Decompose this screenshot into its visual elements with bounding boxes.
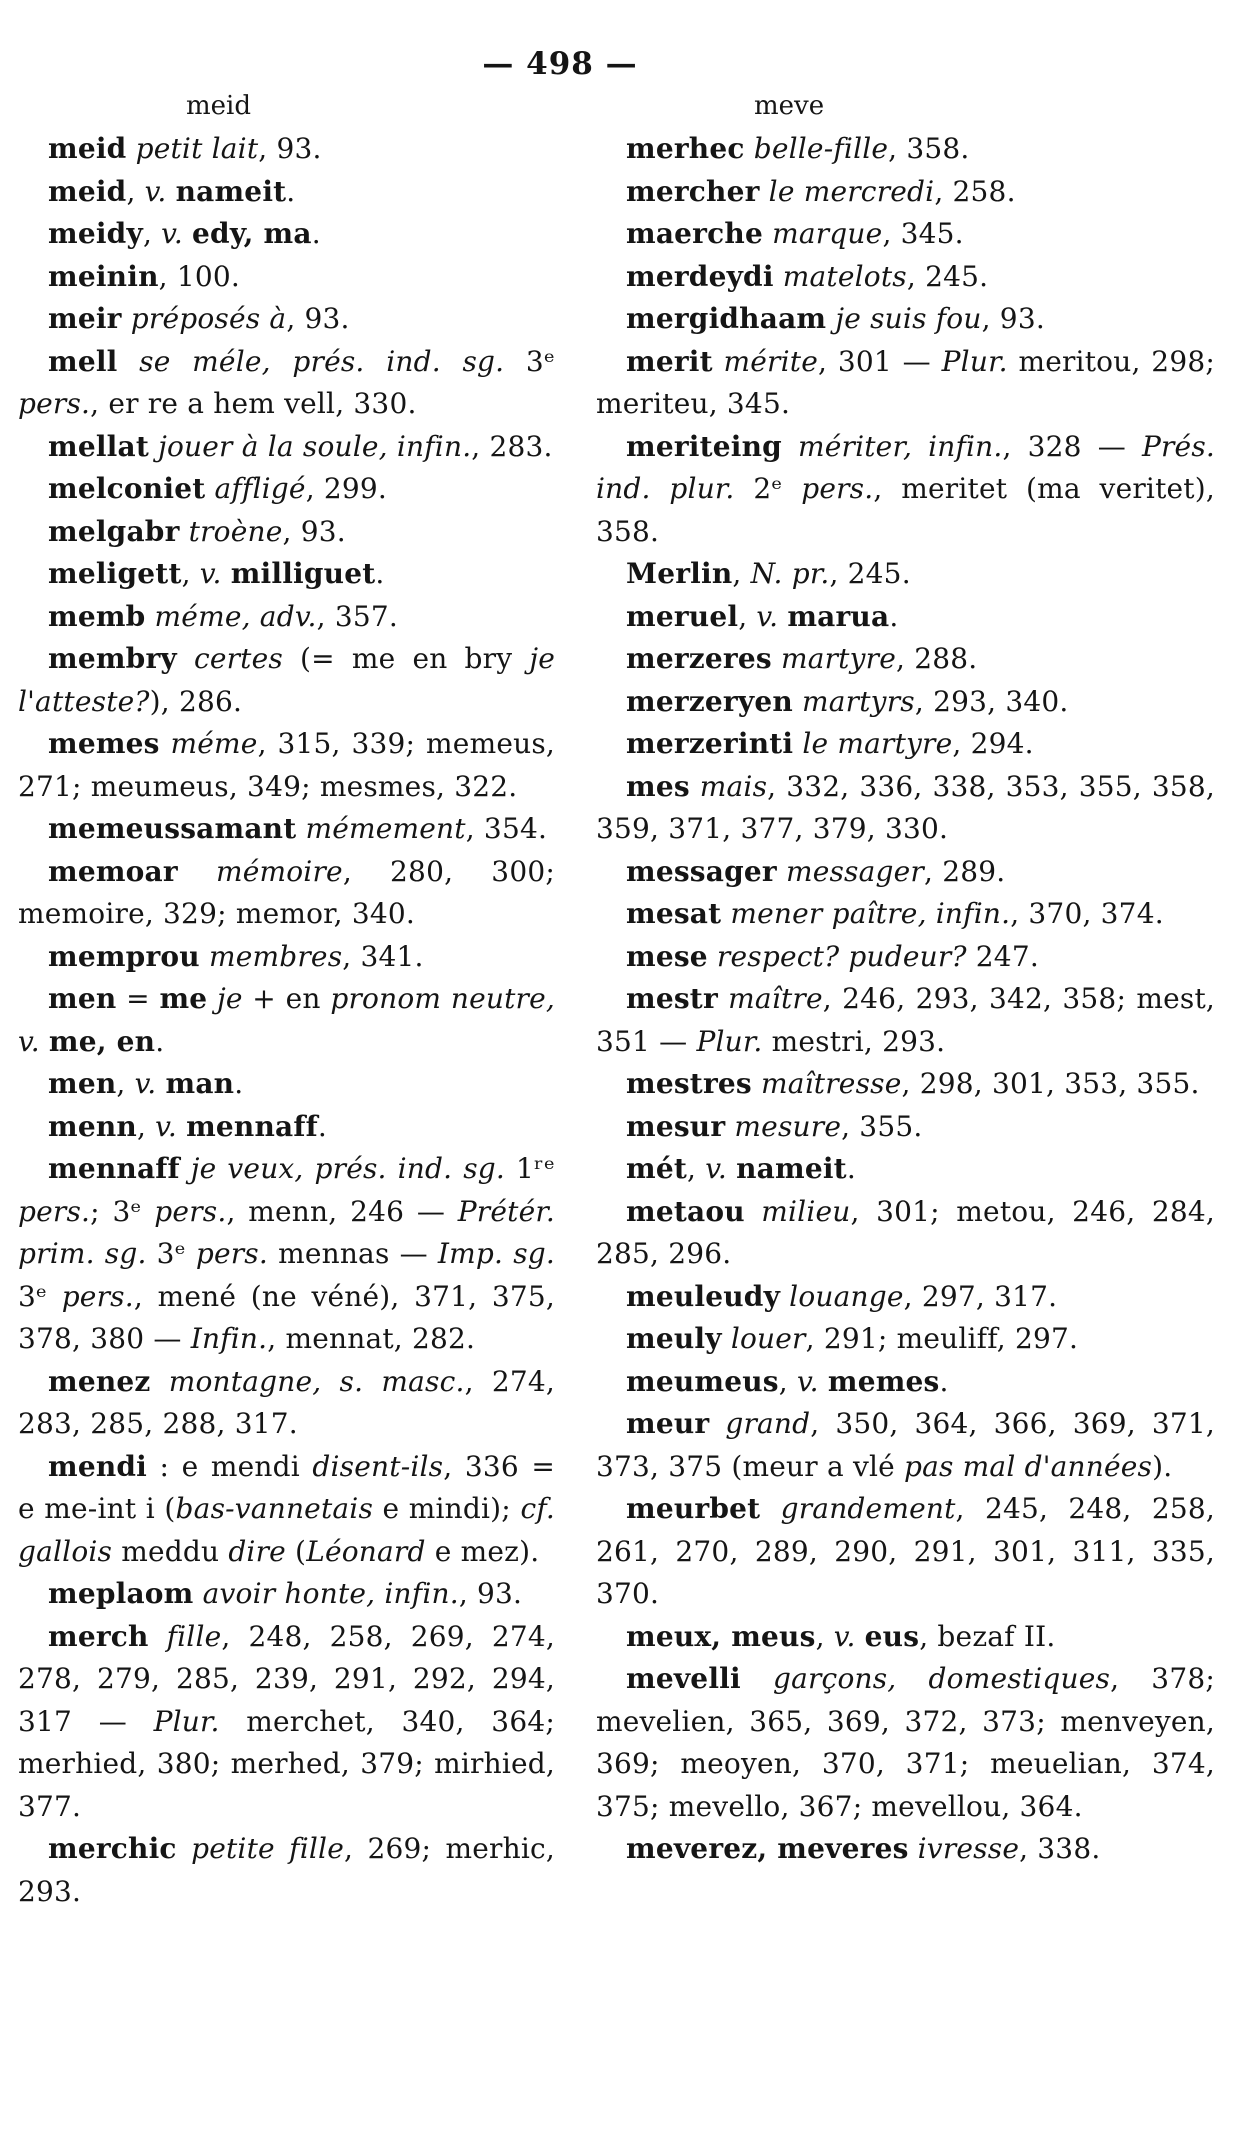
entry-text: , 280, 300; memoire, 329; memor, 340.: [18, 854, 555, 930]
dictionary-entry: [18, 638, 555, 723]
dictionary-entry: [596, 341, 1215, 426]
entry-text: , 100.: [158, 259, 240, 293]
headword: merch: [48, 1619, 149, 1653]
entry-text: , 341.: [342, 939, 424, 973]
gloss: se méle, prés. ind. sg.: [117, 344, 505, 378]
headword: meir: [48, 302, 122, 335]
entry-text: 247.: [966, 939, 1039, 973]
entry-text: , 328 —: [1002, 429, 1142, 463]
headword: mevelli: [626, 1662, 741, 1695]
entry-text: , 332, 336, 338, 353, 355, 358, 359, 371, 377, 379, 330.: [596, 769, 1216, 845]
gloss: ivresse: [908, 1832, 1020, 1865]
headword: melgabr: [48, 514, 180, 548]
headword: mellat: [48, 429, 149, 463]
gloss: maîtresse: [751, 1067, 902, 1100]
entry-text: .: [155, 1024, 165, 1058]
gloss: v.: [705, 1152, 727, 1185]
entry-text: (: [285, 1534, 307, 1568]
dictionary-entry: [18, 426, 555, 469]
headword: merdeydi: [626, 259, 774, 293]
entry-text: meddu: [112, 1534, 229, 1568]
dictionary-entry: [596, 596, 1215, 639]
headword: merzerinti: [626, 727, 794, 760]
headword: mennaff: [48, 1152, 180, 1185]
headword: mergidhaam: [626, 302, 827, 335]
left-column-header: meid: [186, 91, 251, 121]
entry-text: , 315, 339; memeus, 271; meumeus, 349; mesmes, 322.: [18, 727, 555, 803]
entry-text: , 357.: [316, 599, 398, 633]
entry-text: merchet, 340, 364; merhied, 380; merhed, 379; mirhied, 377.: [18, 1704, 555, 1823]
gloss: petit lait: [126, 132, 259, 165]
entry-text: , 93.: [258, 132, 322, 165]
entry-text: , 301 —: [818, 344, 942, 378]
headword: memeussamant: [48, 812, 297, 845]
headword: me: [159, 982, 208, 1015]
gloss: martyre: [771, 642, 896, 675]
gloss: louange: [780, 1279, 904, 1313]
gloss: milieu: [744, 1194, 851, 1228]
headword: meinin: [48, 259, 159, 293]
gloss: dire: [228, 1534, 286, 1568]
headword: eus: [864, 1619, 920, 1653]
dictionary-entry: [18, 1063, 555, 1106]
headword: meuly: [626, 1322, 722, 1355]
entry-text: meritou, 298; meriteu, 345.: [596, 344, 1215, 420]
entry-text: , meritet (ma veritet), 358.: [596, 472, 1215, 548]
entry-text: ,: [126, 174, 145, 208]
entry-text: [156, 1067, 165, 1100]
right-column: [596, 90, 1215, 1871]
entry-text: , 355.: [841, 1109, 923, 1143]
headword: membry: [48, 642, 177, 675]
dictionary-entry: [596, 128, 1215, 171]
dictionary-entry: [18, 553, 555, 596]
dictionary-entry: [596, 766, 1215, 851]
dictionary-entry: [596, 851, 1215, 894]
dictionary-entry: [596, 1403, 1215, 1488]
gloss: pers.: [154, 1194, 227, 1228]
headword: meriteing: [626, 429, 782, 463]
dictionary-entry: [596, 936, 1215, 979]
dictionary-entry: [596, 1276, 1215, 1319]
headword: merhec: [626, 132, 745, 165]
headword: Merlin: [626, 557, 733, 590]
gloss: Imp. sg.: [437, 1237, 556, 1270]
headword: mennaff: [186, 1109, 318, 1143]
gloss: Infin.: [190, 1322, 268, 1355]
headword: memprou: [48, 939, 200, 973]
dictionary-entry: [18, 298, 555, 341]
entry-text: , mené (ne véné), 371, 375, 378, 380 —: [18, 1279, 555, 1355]
headword: meumeus: [626, 1364, 779, 1398]
dictionary-entry: [18, 171, 555, 214]
entry-text: ,: [778, 1364, 797, 1398]
gloss: Prés. ind. plur.: [596, 429, 1216, 505]
entry-text: , 246, 293, 342, 358; mest, 351 —: [596, 982, 1215, 1058]
gloss: Léonard: [306, 1534, 426, 1568]
headword: meverez, meveres: [626, 1832, 909, 1865]
entry-text: , 378; mevelien, 365, 369, 372, 373; menveyen, 369; meoyen, 370, 371; meuelian, 374, 375; mevello, 367; mevellou, 364.: [596, 1662, 1215, 1823]
entry-text: .: [939, 1364, 949, 1398]
headword: mes: [626, 769, 690, 803]
entry-text: ; 3ᵉ: [90, 1194, 155, 1228]
gloss: pers.: [18, 1194, 91, 1228]
gloss: Plur.: [941, 344, 1008, 378]
dictionary-entry: [596, 638, 1215, 681]
dictionary-entry: [596, 681, 1215, 724]
gloss: Plur.: [696, 1024, 763, 1058]
entry-text: [727, 1152, 736, 1185]
gloss: méme, adv.: [145, 599, 317, 633]
headword: meruel: [626, 599, 739, 633]
gloss: le martyre: [793, 727, 953, 760]
gloss: fille: [148, 1619, 222, 1653]
gloss: certes: [176, 642, 283, 675]
entry-text: .: [317, 1109, 327, 1143]
dictionary-entry: [596, 298, 1215, 341]
headword: memb: [48, 599, 146, 633]
dictionary-entry: [18, 468, 555, 511]
entry-text: , 288.: [896, 642, 978, 675]
entry-text: , 93.: [282, 514, 346, 548]
headword: mesur: [626, 1109, 726, 1143]
gloss: avoir honte, infin.: [193, 1577, 459, 1610]
gloss: je veux, prés. ind. sg.: [179, 1152, 506, 1185]
dictionary-entry: [596, 1106, 1215, 1149]
gloss: petite fille: [176, 1832, 344, 1865]
headword: milliguet: [230, 557, 376, 590]
headword: meurbet: [626, 1492, 761, 1525]
entry-text: e mez).: [425, 1534, 540, 1568]
entry-text: 3ᵉ: [146, 1237, 196, 1270]
entry-text: 3ᵉ: [18, 1279, 62, 1313]
gloss: bas-vannetais: [175, 1492, 374, 1525]
gloss: v.: [161, 217, 183, 250]
gloss: v.: [756, 599, 779, 633]
entry-text: [177, 1110, 186, 1143]
gloss: louer: [721, 1322, 806, 1355]
gloss: disent-ils: [312, 1449, 444, 1483]
dictionary-entry: [18, 511, 555, 554]
entry-text: , 245.: [906, 259, 989, 293]
dictionary-entry: [596, 723, 1215, 766]
entry-text: ), 286.: [149, 684, 243, 718]
gloss: méme: [159, 727, 258, 760]
entry-text: [166, 175, 175, 208]
dictionary-entry: [18, 723, 555, 808]
dictionary-entry: [596, 171, 1215, 214]
headword: nameit: [175, 174, 287, 208]
gloss: pers.: [61, 1279, 134, 1313]
headword: edy, ma: [192, 217, 312, 250]
entry-text: .: [375, 557, 385, 590]
entry-text: .: [846, 1152, 856, 1185]
gloss: je: [216, 982, 243, 1015]
entry-text: , 297, 317.: [903, 1279, 1058, 1313]
gloss: v.: [134, 1067, 157, 1100]
headword: me, en: [48, 1024, 156, 1058]
headword: meidy: [48, 217, 143, 250]
dictionary-entry: [18, 851, 555, 936]
entry-text: , 291; meuliff, 297.: [805, 1322, 1079, 1355]
gloss: martyrs: [792, 684, 915, 718]
headword: menez: [48, 1364, 151, 1398]
headword: memes: [48, 727, 160, 760]
entry-text: + en: [242, 982, 331, 1015]
gloss: v.: [155, 1109, 177, 1143]
gloss: troène: [179, 514, 283, 548]
entry-text: [183, 217, 192, 250]
headword: merit: [626, 344, 713, 378]
headword: merzeres: [626, 642, 772, 675]
entry-text: ,: [142, 217, 162, 250]
entry-text: [778, 600, 787, 633]
dictionary-entry: [18, 1361, 555, 1446]
entry-text: 3ᵉ: [504, 344, 555, 378]
entry-text: , er re a hem vell, 330.: [90, 387, 417, 420]
entry-text: , 345.: [882, 217, 964, 250]
gloss: montagne, s. masc.: [150, 1364, 465, 1398]
gloss: cf. gallois: [18, 1492, 555, 1568]
dictionary-entry: [18, 1446, 555, 1574]
headword: memoar: [48, 854, 178, 888]
gloss: belle-fille: [744, 132, 889, 165]
entry-text: , 245, 248, 258, 261, 270, 289, 290, 291, 301, 311, 335, 370.: [596, 1492, 1215, 1610]
gloss: le mercredi: [759, 174, 935, 208]
dictionary-entry: [18, 1148, 555, 1361]
entry-text: .: [889, 599, 899, 633]
entry-text: ,: [181, 557, 200, 590]
entry-text: 2ᵉ: [734, 472, 802, 505]
gloss: marque: [762, 217, 883, 250]
gloss: mais: [689, 769, 768, 803]
gloss: je l'atteste?: [18, 642, 555, 718]
entry-text: , mennat, 282.: [267, 1322, 476, 1355]
dictionary-entry: [596, 426, 1215, 554]
entry-text: , 301; metou, 246, 284, 285, 296.: [596, 1194, 1215, 1270]
entry-text: mennas —: [267, 1237, 438, 1270]
gloss: mémement: [296, 812, 466, 845]
dictionary-entry: [18, 256, 555, 299]
gloss: respect? pudeur?: [707, 939, 967, 973]
entry-text: , 294.: [952, 727, 1034, 760]
entry-text: [222, 557, 231, 590]
headword: meid: [48, 132, 127, 165]
gloss: mémoire: [177, 854, 343, 888]
page-number: — 498 —: [482, 46, 638, 82]
headword: meux, meus: [626, 1619, 816, 1653]
headword: mesat: [626, 897, 722, 930]
entry-text: ,: [116, 1067, 135, 1100]
gloss: affligé: [205, 472, 306, 505]
headword: man: [165, 1067, 235, 1100]
entry-text: , 336 = e me-int i (: [18, 1449, 556, 1525]
entry-text: ,: [686, 1152, 706, 1185]
headword: messager: [626, 854, 777, 888]
dictionary-entry: [596, 213, 1215, 256]
entry-text: [856, 1620, 865, 1653]
entry-text: : e mendi: [147, 1449, 313, 1483]
gloss: Plur.: [153, 1704, 220, 1738]
headword: metaou: [626, 1194, 745, 1228]
dictionary-entry: [596, 1658, 1215, 1828]
entry-text: ).: [1152, 1449, 1173, 1483]
entry-text: , 258.: [934, 174, 1016, 208]
left-column-entries: [18, 128, 555, 1913]
entry-text: , 338.: [1019, 1832, 1101, 1865]
entry-text: (= me en bry: [282, 642, 530, 675]
dictionary-entry: [596, 1148, 1215, 1191]
headword: mestres: [626, 1067, 752, 1100]
gloss: mériter, infin.: [781, 429, 1003, 463]
dictionary-entry: [596, 1063, 1215, 1106]
headword: merchic: [48, 1832, 177, 1865]
entry-text: , 298, 301, 353, 355.: [901, 1067, 1200, 1100]
gloss: pers.: [801, 472, 874, 505]
entry-text: , 289.: [924, 854, 1006, 888]
entry-text: .: [286, 174, 296, 208]
headword: melconiet: [48, 472, 206, 505]
entry-text: ,: [732, 557, 751, 590]
headword: meuleudy: [626, 1279, 781, 1313]
headword: marua: [787, 599, 890, 633]
gloss: matelots: [773, 259, 907, 293]
headword: mendi: [48, 1449, 148, 1483]
headword: meligett: [48, 557, 182, 590]
dictionary-entry: [596, 978, 1215, 1063]
gloss: maître: [717, 982, 823, 1015]
entry-text: , 245.: [829, 557, 911, 590]
dictionary-entry: [596, 1318, 1215, 1361]
left-column: [18, 90, 555, 1913]
dictionary-entry: [596, 1191, 1215, 1276]
headword: mell: [48, 344, 118, 378]
entry-text: , 248, 258, 269, 274, 278, 279, 285, 239, 291, 292, 294, 317 —: [18, 1619, 555, 1738]
headword: meplaom: [48, 1577, 194, 1610]
headword: maerche: [626, 217, 763, 250]
gloss: mener paître, infin.: [721, 897, 1011, 930]
dictionary-entry: [18, 596, 555, 639]
gloss: messager: [776, 854, 924, 888]
headword: mét: [626, 1152, 687, 1185]
gloss: pronom neutre, v.: [18, 982, 555, 1058]
headword: memes: [827, 1364, 940, 1398]
gloss: grandement: [760, 1492, 956, 1525]
right-column-header: meve: [754, 91, 825, 121]
gloss: v.: [796, 1364, 819, 1398]
entry-text: , 293, 340.: [914, 684, 1069, 718]
entry-text: , 370, 374.: [1010, 897, 1164, 930]
dictionary-entry: [18, 1828, 555, 1913]
dictionary-entry: [18, 341, 555, 426]
gloss: v.: [144, 174, 167, 208]
entry-text: mestri, 293.: [762, 1024, 946, 1058]
gloss: pers.: [18, 387, 91, 420]
entry-text: ,: [815, 1619, 834, 1653]
dictionary-entry: [596, 1488, 1215, 1616]
headword: mese: [626, 939, 708, 973]
dictionary-entry: [596, 1828, 1215, 1871]
entry-text: , 93.: [981, 302, 1045, 335]
gloss: v.: [199, 557, 222, 590]
entry-text: , 93.: [286, 302, 350, 335]
gloss: membres: [199, 939, 343, 973]
entry-text: , 93.: [458, 1577, 523, 1610]
entry-text: , 299.: [305, 472, 388, 505]
dictionary-entry: [18, 936, 555, 979]
gloss: v.: [833, 1619, 856, 1653]
headword: menn: [48, 1109, 137, 1143]
gloss: jouer à la soule, infin.: [149, 429, 472, 463]
headword: meid: [48, 174, 127, 208]
dictionary-entry: [18, 213, 555, 256]
entry-text: =: [116, 982, 160, 1015]
gloss: préposés à: [121, 302, 287, 335]
headword: men: [48, 1067, 117, 1100]
dictionary-entry: [18, 978, 555, 1063]
gloss: Prétér. prim. sg.: [18, 1194, 555, 1270]
entry-text: .: [311, 217, 321, 250]
dictionary-entry: [18, 1573, 555, 1616]
gloss: mérite: [712, 344, 819, 378]
entry-text: , 350, 364, 366, 369, 371, 373, 375 (meur a vlé: [596, 1407, 1215, 1483]
entry-text: ,: [738, 599, 757, 633]
entry-text: , 274, 283, 285, 288, 317.: [18, 1364, 555, 1440]
dictionary-entry: [596, 1361, 1215, 1404]
entry-text: , bezaf II.: [919, 1619, 1056, 1653]
dictionary-entry: [18, 128, 555, 171]
dictionary-entry: [596, 256, 1215, 299]
entry-text: , 358.: [888, 132, 970, 165]
entry-text: [207, 982, 217, 1015]
entry-text: .: [234, 1067, 244, 1100]
headword: mercher: [626, 174, 760, 208]
entry-text: , menn, 246 —: [226, 1194, 458, 1228]
gloss: je suis fou: [826, 302, 982, 335]
gloss: pers.: [195, 1237, 268, 1270]
entry-text: , 269; merhic, 293.: [18, 1832, 555, 1908]
dictionary-entry: [596, 893, 1215, 936]
entry-text: , 283.: [471, 429, 553, 463]
gloss: grand: [709, 1407, 811, 1440]
gloss: N. pr.: [750, 557, 830, 590]
right-column-entries: [596, 128, 1215, 1871]
gloss: garçons, domestiques: [740, 1662, 1111, 1695]
entry-text: ,: [136, 1109, 156, 1143]
entry-text: 1ʳᵉ: [505, 1152, 556, 1185]
dictionary-entry: [596, 553, 1215, 596]
dictionary-entry: [18, 808, 555, 851]
dictionary-entry: [596, 1616, 1215, 1659]
gloss: mesure: [725, 1109, 842, 1143]
entry-text: [819, 1365, 828, 1398]
dictionary-entry: [18, 1106, 555, 1149]
entry-text: e mindi);: [373, 1492, 521, 1525]
entry-text: , 354.: [465, 812, 548, 845]
headword: mestr: [626, 982, 718, 1015]
headword: men: [48, 982, 117, 1015]
gloss: pas mal d'années: [904, 1449, 1153, 1483]
entry-text: [40, 1025, 49, 1058]
dictionary-entry: [18, 1616, 555, 1829]
headword: meur: [626, 1407, 710, 1440]
headword: nameit: [736, 1152, 847, 1185]
headword: merzeryen: [626, 684, 793, 718]
